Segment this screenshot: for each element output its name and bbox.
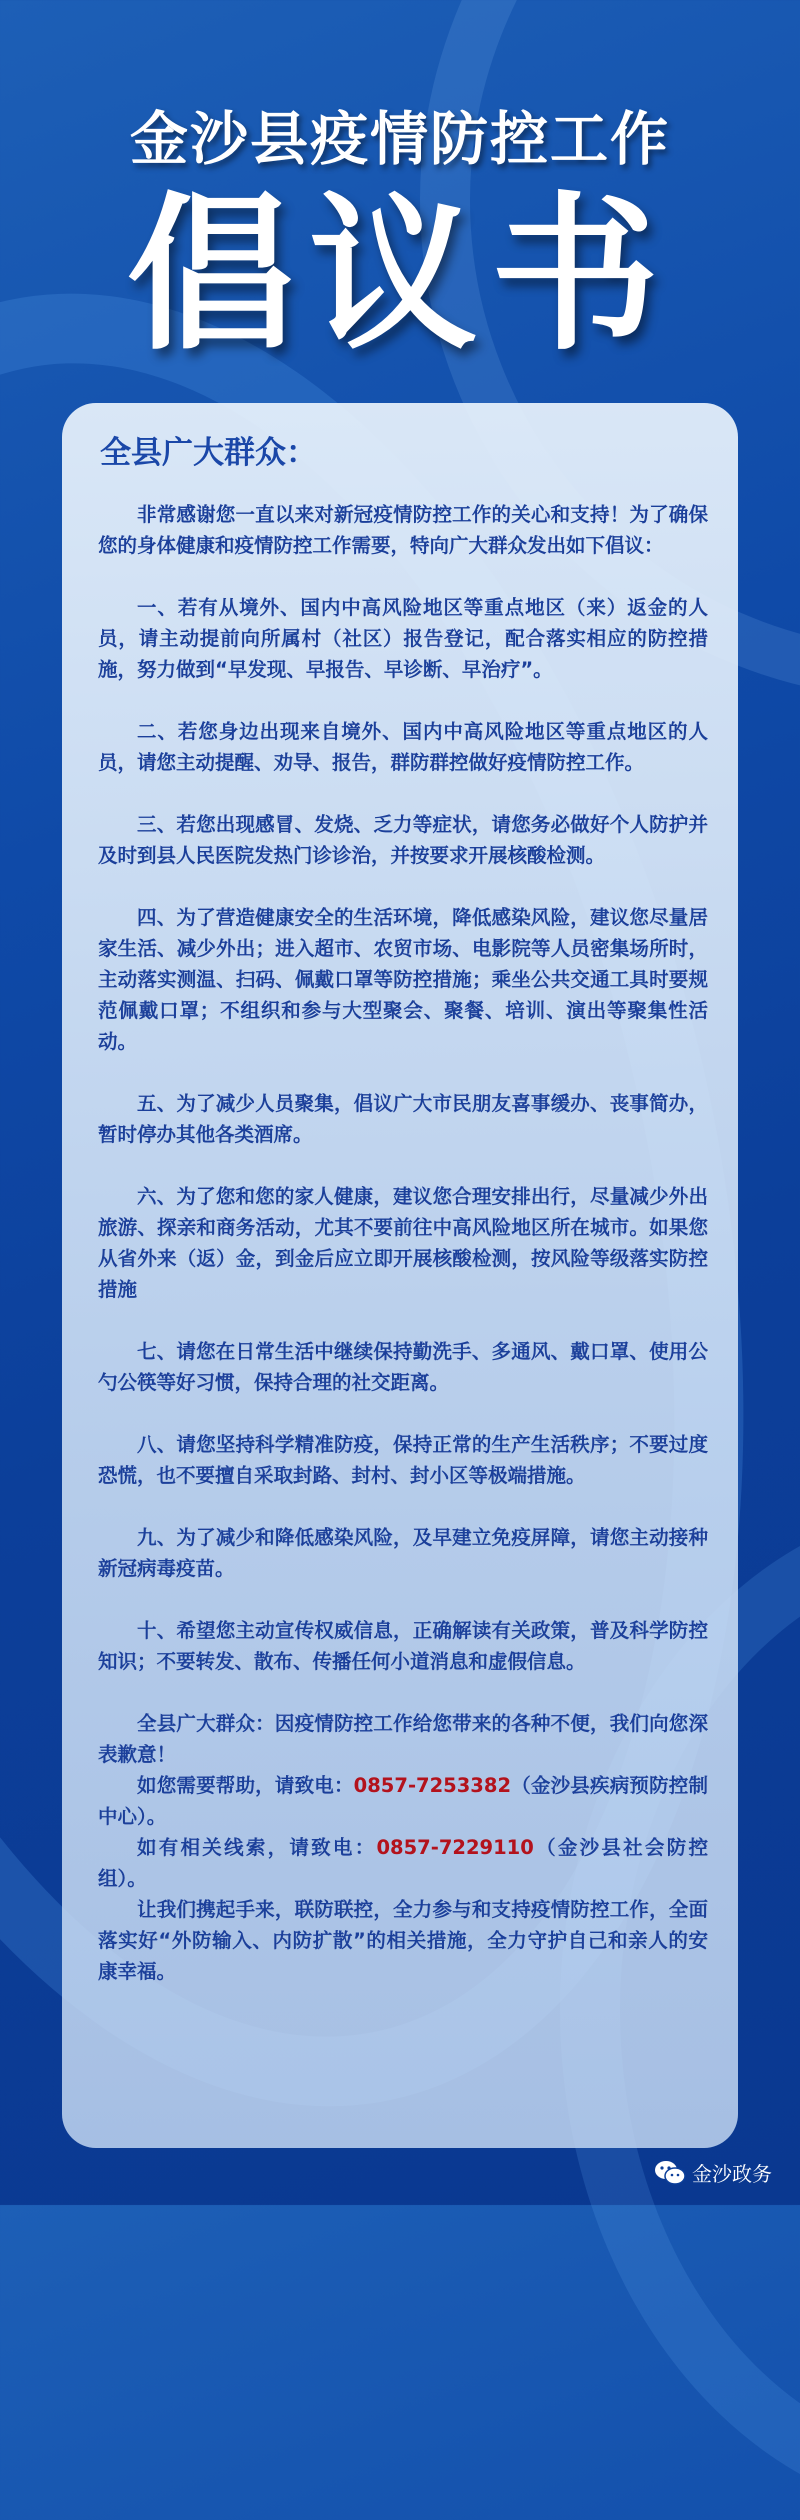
proposal-item: 七、请您在日常生活中继续保持勤洗手、多通风、戴口罩、使用公勺公筷等好习惯，保持合理的社交距离。 xyxy=(98,1340,708,1394)
poster-heading: 倡议书 xyxy=(127,177,673,373)
proposal-item: 三、若您出现感冒、发烧、乏力等症状，请您务必做好个人防护并及时到县人民医院发热门诊诊治，并按要求开展核酸检测。 xyxy=(98,813,708,867)
proposal-item: 九、为了减少和降低感染风险，及早建立免疫屏障，请您主动接种新冠病毒疫苗。 xyxy=(98,1526,708,1580)
final-appeal: 让我们携起手来，联防联控，全力参与和支持疫情防控工作，全面落实好“外防输入、内防扩散”的相关措施，全力守护自己和亲人的安康幸福。 xyxy=(98,1898,708,1983)
help-prefix: 如您需要帮助，请致电： xyxy=(137,1774,354,1797)
clue-prefix: 如有相关线索，请致电： xyxy=(137,1836,377,1859)
proposal-item: 一、若有从境外、国内中高风险地区等重点地区（来）返金的人员，请主动提前向所属村（社区）报告登记，配合落实相应的防控措施，努力做到“早发现、早报告、早诊断、早治疗”。 xyxy=(98,596,708,681)
salutation: 全县广大群众： xyxy=(100,435,317,471)
help-suffix: （金沙县疾病预防控制中心）。 xyxy=(98,1774,708,1828)
poster-title: 金沙县疫情防控工作 xyxy=(129,105,670,173)
content-panel xyxy=(62,403,738,2148)
proposal-item: 六、为了您和您的家人健康，建议您合理安排出行，尽量减少外出旅游、探亲和商务活动，尤其不要前往中高风险地区所在城市。如果您从省外来（返）金，到金后应立即开展核酸检测，按风险等级落实防控措施 xyxy=(98,1185,708,1301)
closing-section xyxy=(98,1708,708,1987)
wechat-icon xyxy=(654,2160,686,2186)
intro-paragraph: 非常感谢您一直以来对新冠疫情防控工作的关心和支持！为了确保您的身体健康和疫情防控工作需要，特向广大群众发出如下倡议： xyxy=(98,503,708,557)
clue-phone-number: 0857-7229110 xyxy=(376,1836,534,1859)
help-phone-number: 0857-7253382 xyxy=(353,1774,512,1797)
proposal-item: 五、为了减少人员聚集，倡议广大市民朋友喜事缓办、丧事简办，暂时停办其他各类酒席。 xyxy=(98,1092,708,1146)
clue-contact xyxy=(98,1832,708,1894)
proposal-item: 二、若您身边出现来自境外、国内中高风险地区等重点地区的人员，请您主动提醒、劝导、报告，群防群控做好疫情防控工作。 xyxy=(98,720,708,774)
clue-suffix: （金沙县社会防控组）。 xyxy=(98,1836,708,1890)
help-contact xyxy=(98,1770,708,1832)
proposal-item: 八、请您坚持科学精准防疫，保持正常的生产生活秩序；不要过度恐慌，也不要擅自采取封路、封村、封小区等极端措施。 xyxy=(98,1433,708,1487)
proposal-item: 十、希望您主动宣传权威信息，正确解读有关政策，普及科学防控知识；不要转发、散布、传播任何小道消息和虚假信息。 xyxy=(98,1619,708,1673)
source-watermark xyxy=(654,2158,772,2187)
source-name: 金沙政务 xyxy=(692,2162,772,2186)
proposal-item: 四、为了营造健康安全的生活环境，降低感染风险，建议您尽量居家生活、减少外出；进入超市、农贸市场、电影院等人员密集场所时，主动落实测温、扫码、佩戴口罩等防控措施；乘坐公共交通工具时要规范佩戴口罩；不组织和参与大型聚会、聚餐、培训、演出等聚集性活动。 xyxy=(98,906,708,1053)
apology-text: 全县广大群众：因疫情防控工作给您带来的各种不便，我们向您深表歉意！ xyxy=(98,1712,708,1766)
